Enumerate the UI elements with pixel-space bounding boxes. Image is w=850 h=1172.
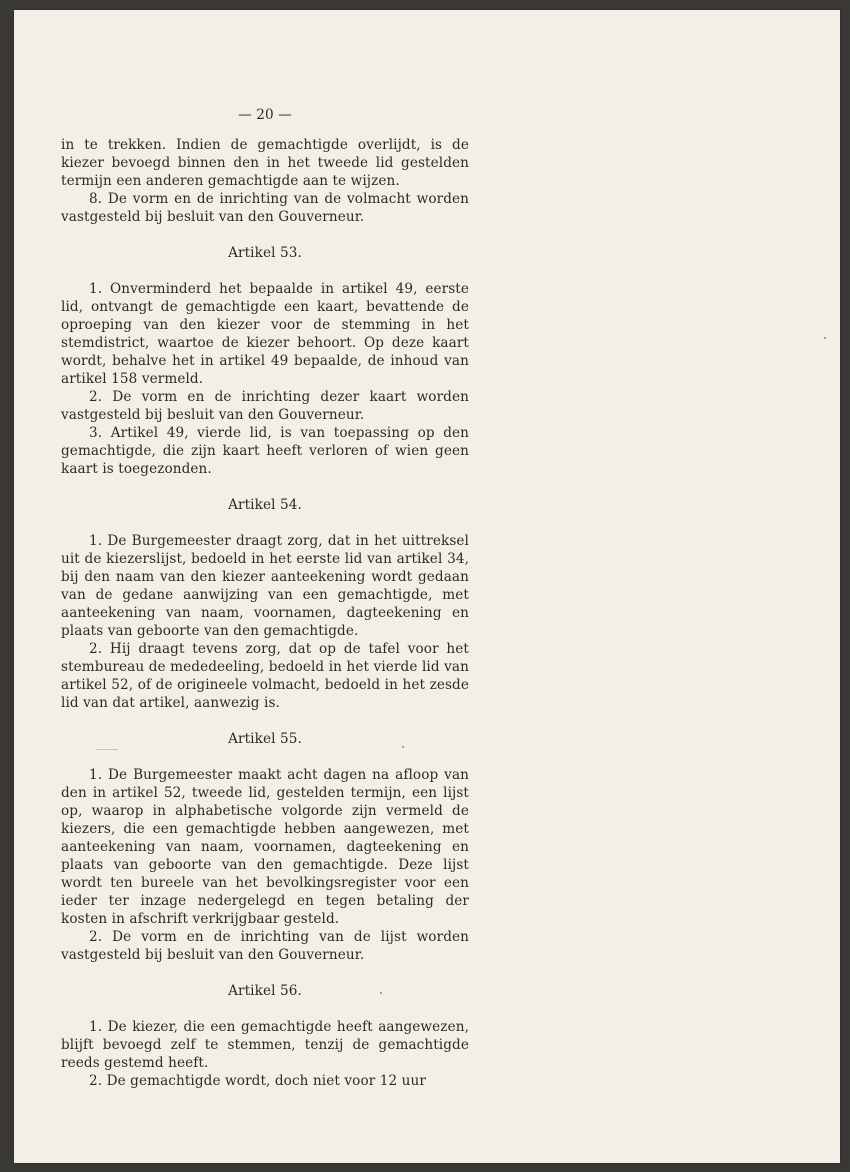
paragraph: 1. De Burgemeester maakt acht dagen na afloop van den in artikel 52, tweede lid, gestelden termijn, een lijst op, waarop in alphabetische volgorde zijn vermeld de kiezers, die een gemachtigde hebben aangewezen, met aanteekening van naam, voornamen, dagteekening en plaats van geboorte van den gemachtigde. Deze lijst wordt ten bureele van het bevolkingsregister voor een ieder ter inzage nedergelegd en tegen betaling der kosten in afschrift verkrijgbaar gesteld. bbox=[61, 767, 469, 927]
article-55 bbox=[61, 730, 469, 964]
paragraph: 2. Hij draagt tevens zorg, dat op de tafel voor het stembureau de mededeeling, bedoeld in het vierde lid van artikel 52, of de origineele volmacht, bedoeld in het zesde lid van dat artikel, aanwezig is. bbox=[61, 641, 469, 711]
article-56 bbox=[61, 982, 469, 1090]
paragraph: in te trekken. Indien de gemachtigde overlijdt, is de kiezer bevoegd binnen den in het tweede lid gestelden termijn een anderen gemachtigde aan te wijzen. bbox=[61, 137, 469, 189]
article-heading: Artikel 54. bbox=[228, 497, 302, 513]
paragraph: 2. De vorm en de inrichting van de lijst worden vastgesteld bij besluit van den Gouverneur. bbox=[61, 929, 469, 963]
paper-speck bbox=[824, 337, 826, 339]
article-54 bbox=[61, 496, 469, 712]
paragraph: 1. De kiezer, die een gemachtigde heeft aangewezen, blijft bevoegd zelf te stemmen, tenzij de gemachtigde reeds gestemd heeft. bbox=[61, 1019, 469, 1071]
paragraph: 8. De vorm en de inrichting van de volmacht worden vastgesteld bij besluit van den Gouverneur. bbox=[61, 191, 469, 225]
document-page bbox=[14, 10, 840, 1163]
article-53 bbox=[61, 244, 469, 478]
article-heading: Artikel 56. bbox=[228, 983, 302, 999]
article-heading: Artikel 55. bbox=[228, 731, 302, 747]
paragraph: 3. Artikel 49, vierde lid, is van toepassing op den gemachtigde, die zijn kaart heeft verloren of wien geen kaart is toegezonden. bbox=[61, 425, 469, 477]
article-heading: Artikel 53. bbox=[228, 245, 302, 261]
paragraph: 2. De gemachtigde wordt, doch niet voor 12 uur bbox=[89, 1073, 426, 1089]
paragraph: 1. De Burgemeester draagt zorg, dat in het uittreksel uit de kiezerslijst, bedoeld in het eerste lid van artikel 34, bij den naam van den kiezer aanteekening wordt gedaan van de gedane aanwijzing van een gemachtigde, met aanteekening van naam, voornamen, dagteekening en plaats van geboorte van den gemachtigde. bbox=[61, 533, 469, 639]
paragraph: 1. Onverminderd het bepaalde in artikel 49, eerste lid, ontvangt de gemachtigde een kaart, bevattende de oproeping van den kiezer voor de stemming in het stemdistrict, waartoe de kiezer behoort. Op deze kaart wordt, behalve het in artikel 49 bepaalde, de inhoud van artikel 158 vermeld. bbox=[61, 281, 469, 387]
page-text bbox=[61, 106, 469, 1090]
paragraph: 2. De vorm en de inrichting dezer kaart worden vastgesteld bij besluit van den Gouverneur. bbox=[61, 389, 469, 423]
page-number: — 20 — bbox=[238, 107, 292, 123]
